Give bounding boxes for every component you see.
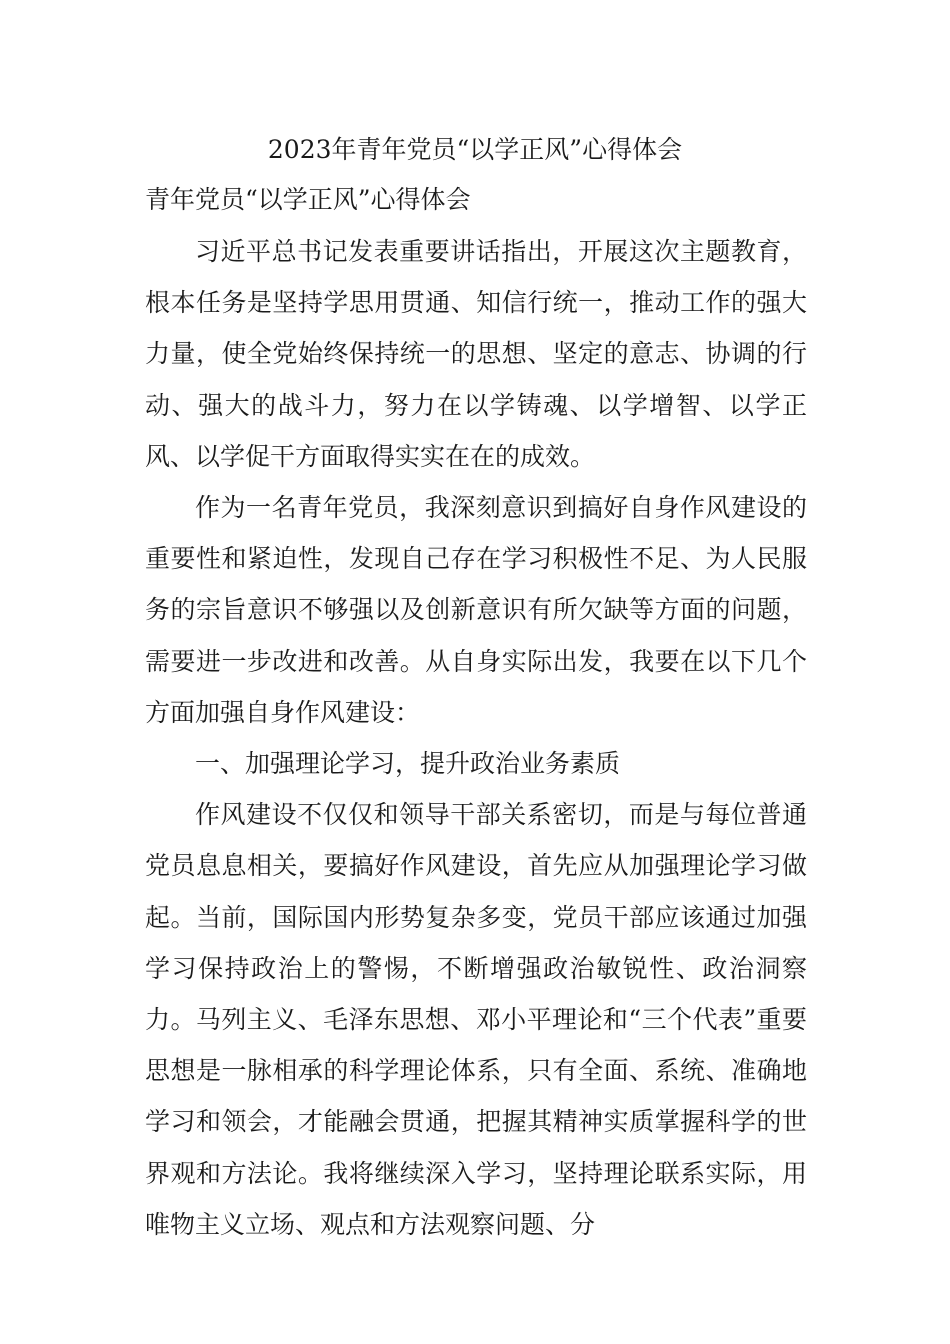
section-heading-1: 一、加强理论学习，提升政治业务素质	[195, 749, 621, 779]
document-body	[145, 226, 807, 1250]
paragraph-self-reflection: 作为一名青年党员，我深刻意识到搞好自身作风建设的重要性和紧迫性，发现自己存在学习积极性不足、为人民服务的宗旨意识不够强以及创新意识有所欠缺等方面的问题，需要进一步改进和改善。从自身实际出发，我要在以下几个方面加强自身作风建设：	[145, 493, 807, 727]
document-title: 2023年青年党员“以学正风”心得体会	[267, 135, 683, 164]
document-subtitle: 青年党员“以学正风”心得体会	[145, 185, 471, 214]
paragraph-theory-study: 作风建设不仅仅和领导干部关系密切，而是与每位普通党员息息相关，要搞好作风建设，首先应从加强理论学习做起。当前，国际国内形势复杂多变，党员干部应该通过加强学习保持政治上的警惕，不断增强政治敏锐性、政治洞察力。马列主义、毛泽东思想、邓小平理论和“三个代表”重要思想是一脉相承的科学理论体系，只有全面、系统、准确地学习和领会，才能融会贯通，把握其精神实质掌握科学的世界观和方法论。我将继续深入学习，坚持理论联系实际，用唯物主义立场、观点和方法观察问题、分	[145, 800, 807, 1239]
paragraph-intro: 习近平总书记发表重要讲话指出，开展这次主题教育，根本任务是坚持学思用贯通、知信行统一，推动工作的强大力量，使全党始终保持统一的思想、坚定的意志、协调的行动、强大的战斗力，努力在以学铸魂、以学增智、以学正风、以学促干方面取得实实在在的成效。	[145, 237, 807, 471]
